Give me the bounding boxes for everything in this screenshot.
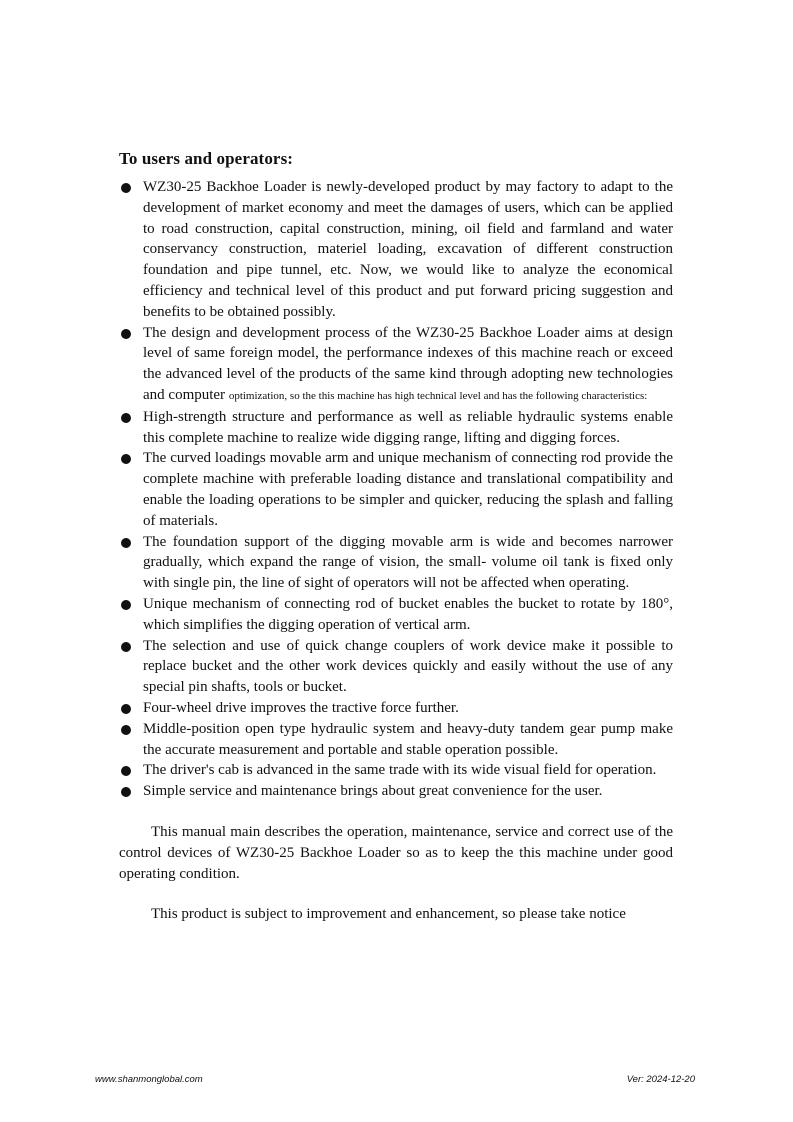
list-item xyxy=(119,719,673,761)
bullet-icon xyxy=(121,329,131,339)
bullet-icon xyxy=(121,183,131,193)
bullet-icon xyxy=(121,704,131,714)
list-item-text: Four-wheel drive improves the tractive force further. xyxy=(143,699,459,716)
bullet-icon xyxy=(121,538,131,548)
list-item-text: The foundation support of the digging movable arm is wide and becomes narrower gradually, which expand the range of vision, the small- volume oil tank is fixed only with single pin, the line of sight of operators will not be affected when operating. xyxy=(143,533,673,592)
bullet-icon xyxy=(121,413,131,423)
list-item xyxy=(119,407,673,449)
list-item-text: The driver's cab is advanced in the same trade with its wide visual field for operation. xyxy=(143,762,657,779)
list-item xyxy=(119,594,673,636)
footer-version: Ver: 2024-12-20 xyxy=(626,1074,695,1085)
bullet-icon xyxy=(121,725,131,735)
manual-description-paragraph: This manual main describes the operation, maintenance, service and correct use of the control devices of WZ30-25 Backhoe Loader so as to keep the this machine under good operating condition. xyxy=(119,823,673,882)
list-item-text-small: optimization, so the this machine has high technical level and has the following characteristics: xyxy=(228,389,648,402)
list-item-text: Simple service and maintenance brings about great convenience for the user. xyxy=(143,783,603,800)
bullet-icon xyxy=(121,766,131,776)
feature-list xyxy=(119,177,673,802)
section-heading: To users and operators: xyxy=(119,149,294,168)
list-item xyxy=(119,323,673,407)
improvement-notice-paragraph: This product is subject to improvement and enhancement, so please take notice xyxy=(151,906,626,923)
list-item xyxy=(119,781,673,802)
footer-website: www.shanmonglobal.com xyxy=(95,1074,203,1085)
list-item-text: Unique mechanism of connecting rod of bucket enables the bucket to rotate by 180°, which simplifies the digging operation of vertical arm. xyxy=(143,595,673,633)
bullet-icon xyxy=(121,454,131,464)
list-item xyxy=(119,177,673,323)
list-item xyxy=(119,760,673,781)
bullet-icon xyxy=(121,642,131,652)
list-item xyxy=(119,448,673,531)
list-item-text: The selection and use of quick change couplers of work device make it possible to replace bucket and the other work devices quickly and easily without the use of any special pin shafts, tools or bucket. xyxy=(143,637,673,696)
list-item-text: Middle-position open type hydraulic system and heavy-duty tandem gear pump make the accurate measurement and portable and stable operation possible. xyxy=(143,720,673,758)
list-item xyxy=(119,698,673,719)
list-item xyxy=(119,636,673,698)
bullet-icon xyxy=(121,787,131,797)
main-content xyxy=(119,147,673,925)
list-item xyxy=(119,532,673,594)
list-item-text: The design and development process of the WZ30-25 Backhoe Loader aims at design level of same foreign model, the performance indexes of this machine reach or exceed the advanced level of the products of the same kind through adopting new technologies and computer xyxy=(143,324,673,403)
list-item-text: High-strength structure and performance as well as reliable hydraulic systems enable this complete machine to realize wide digging range, lifting and digging forces. xyxy=(143,408,673,446)
bullet-icon xyxy=(121,600,131,610)
list-item-text: WZ30-25 Backhoe Loader is newly-developed product by may factory to adapt to the development of market economy and meet the damages of users, which can be applied to road construction, capital construction, mining, oil field and farmland and water conservancy construction, materiel loading, excavation of different construction foundation and pipe tunnel, etc. Now, we would like to analyze the economical efficiency and technical level of this product and put forward pricing suggestion and benefits to be obtained possibly. xyxy=(143,179,673,320)
list-item-text: The curved loadings movable arm and unique mechanism of connecting rod provide the complete machine with preferable loading distance and translational compatibility and enable the loading operations to be simpler and quicker, reducing the splash and falling of materials. xyxy=(143,450,673,529)
